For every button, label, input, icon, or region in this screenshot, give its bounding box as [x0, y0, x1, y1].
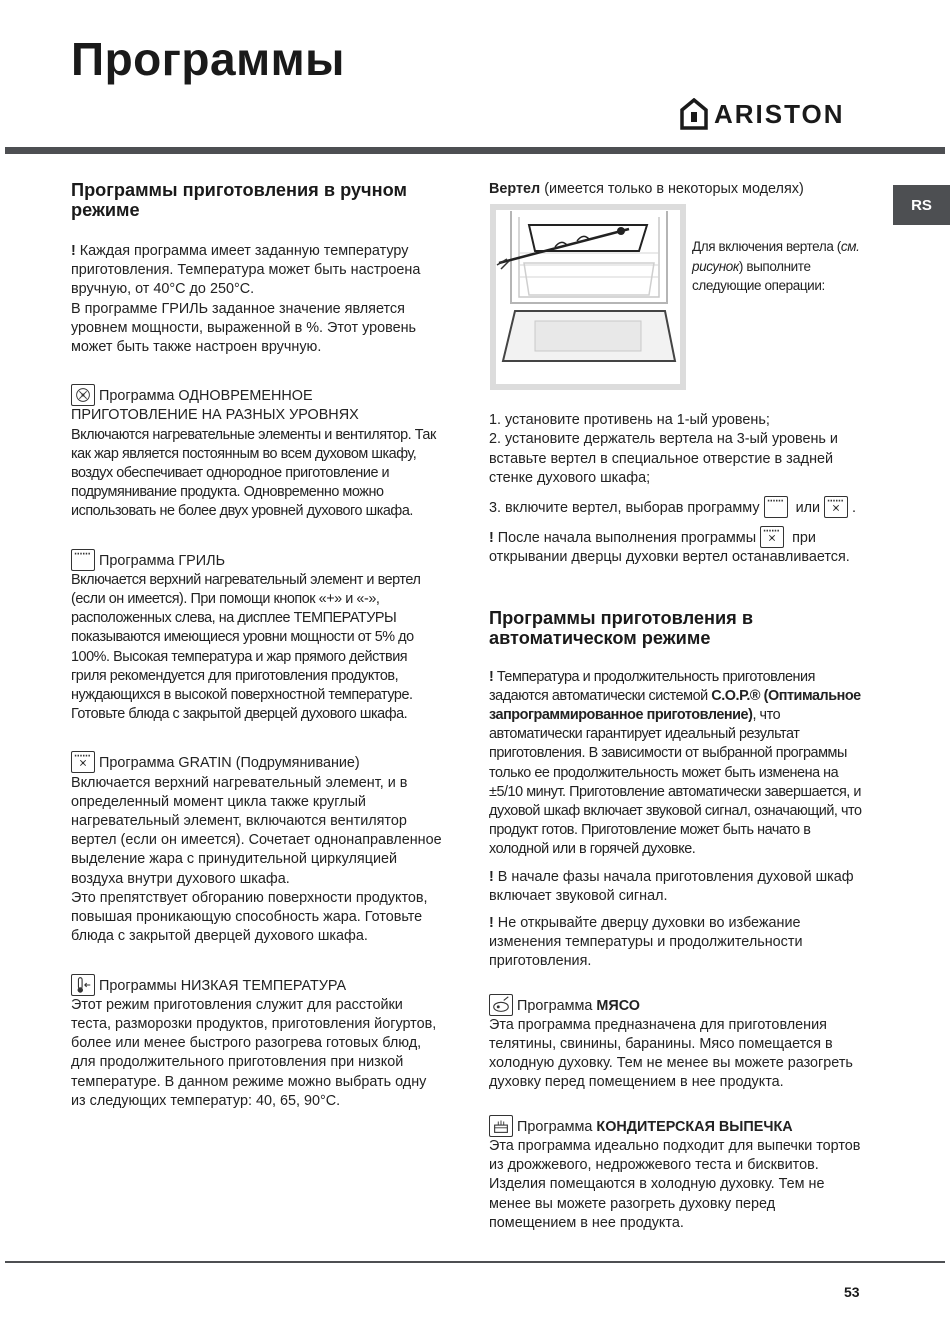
list-item: 1. установите противень на 1-ый уровень;	[489, 412, 770, 429]
header-divider	[5, 147, 945, 154]
multilevel-icon	[71, 384, 95, 406]
pastry-icon	[489, 1115, 513, 1137]
page-title: Программы	[71, 33, 345, 85]
spit-steps	[489, 411, 864, 488]
right-column	[489, 180, 864, 1260]
grill-icon	[71, 549, 95, 571]
meat-icon	[489, 994, 513, 1016]
manual-intro: ! Каждая программа имеет заданную температуру приготовления. Температура может быть настроена вручную, от 40°C до 250°C. В программе ГРИЛЬ заданное значение является уровнем мощности, выраженной в %. Этот уровень может быть также настроен вручную.	[71, 243, 421, 356]
left-column	[71, 180, 443, 1138]
spit-figure-caption: Для включения вертела (см. рисунок) выполните следующие операции:	[692, 239, 860, 294]
auto-intro: ! Температура и продолжительность приготовления задаются автоматически системой C.O.P.® (Оптимальное запрограммированное приготовление), что автоматически гарантирует идеальный результат приготовления. В зависимости от выбранной программы только ее продолжительность может быть изменена на ±5/10 минут. Приготовление автоматически завершается, и духовой шкаф включает звуковой сигнал, означающий, что продукт готов. Приготовление может быть начато в холодной или в горячей духовке.	[489, 668, 862, 858]
spit-note: ! После начала выполнения программы при открывании дверцы духовки вертел останавливается.	[489, 526, 864, 567]
warning-mark: !	[489, 530, 498, 547]
house-icon	[680, 98, 708, 130]
spit-step-3: 3. включите вертел, выборав программу или .	[489, 496, 864, 518]
gratin-icon	[71, 751, 95, 773]
spit-heading: Вертел (имеется только в некоторых моделях)	[489, 181, 804, 197]
ariston-logo	[680, 97, 845, 131]
warning-mark: !	[489, 915, 498, 932]
warning-mark: !	[489, 668, 497, 685]
gratin-icon	[824, 496, 848, 518]
footer-divider	[5, 1261, 945, 1263]
warning-mark: !	[489, 868, 498, 885]
manual-programs-heading: Программы приготовления в ручном режиме	[71, 180, 407, 220]
program-low-temperature: Программы НИЗКАЯ ТЕМПЕРАТУРА Этот режим приготовления служит для расстойки теста, разморозки продуктов, приготовления йогуртов, более или менее быстрого разогрева готовых блюд, для продолжительного приготовления при низкой температуре. В данном режиме можно выбрать одну из следующих температур: 40, 65, 90°C.	[71, 974, 443, 1111]
warning-mark: !	[71, 243, 80, 259]
spit-figure-row	[489, 203, 864, 403]
auto-note-signal: ! В начале фазы начала приготовления духовой шкаф включает звуковой сигнал.	[489, 868, 854, 904]
program-gratin: Программа GRATIN (Подрумянивание) Включается верхний нагревательный элемент, и в определенный момент цикла также круглый нагревательный элемент, включаются вентилятор вертел (если он имеется). Сочетает однонаправленное выделение жара с принудительной циркуляцией воздуха внутри духового шкафа. Это препятствует обгоранию поверхности продуктов, повышая проникающую способность жара. Готовьте блюда с закрытой дверцей духового шкафа.	[71, 751, 443, 946]
language-tab: RS	[893, 185, 950, 225]
auto-programs-heading: Программы приготовления в автоматическом режиме	[489, 607, 754, 648]
gratin-icon	[760, 526, 784, 548]
page-number: 53	[844, 1284, 860, 1300]
program-pastry: Программа КОНДИТЕРСКАЯ ВЫПЕЧКА Эта программа идеально подходит для выпечки тортов из дрожжевого, недрожжевого теста и бисквитов. Изделия помещаются в холодную духовку. Тем не менее вы можете разогреть духовку перед помещением в нее продукта.	[489, 1115, 864, 1233]
program-multilevel: Программа ОДНОВРЕМЕННОЕ ПРИГОТОВЛЕНИЕ НА РАЗНЫХ УРОВНЯХ Включаются нагревательные элементы и вентилятор. Так как жар является постоянным во всем духовом шкафу, воздух обеспечивает однородное приготовление и подрумянивание продукта. Одновременно можно использовать не более двух уровней духового шкафа.	[71, 384, 443, 521]
oven-spit-illustration	[489, 203, 687, 391]
grill-icon	[764, 496, 788, 518]
list-item: 2. установите держатель вертела на 3-ый уровень и вставьте вертел в специальное отверстие в задней стенке духового шкафа;	[489, 431, 838, 486]
low-temperature-icon	[71, 974, 95, 996]
program-meat: Программа МЯСО Эта программа предназначена для приготовления телятины, свинины, баранины. Мясо помещается в холодную духовку. Тем не менее вы можете разогреть духовку перед помещением в нее продукта.	[489, 994, 864, 1093]
brand-name: ARISTON	[714, 98, 845, 129]
auto-note-door: ! Не открывайте дверцу духовки во избежание изменения температуры и продолжительности приготовления.	[489, 915, 803, 970]
program-grill: Программа ГРИЛЬ Включается верхний нагревательный элемент и вертел (если он имеется). При помощи кнопок «+» и «-», расположенных слева, на дисплее ТЕМПЕРАТУРЫ показываются имеющиеся уровни мощности от 5% до 100%. Высокая температура и жар прямого действия гриля рекомендуется для приготовления продуктов, нуждающихся в высокой поверхностной температуре. Готовьте блюда с закрытой дверцей духового шкафа.	[71, 549, 443, 725]
